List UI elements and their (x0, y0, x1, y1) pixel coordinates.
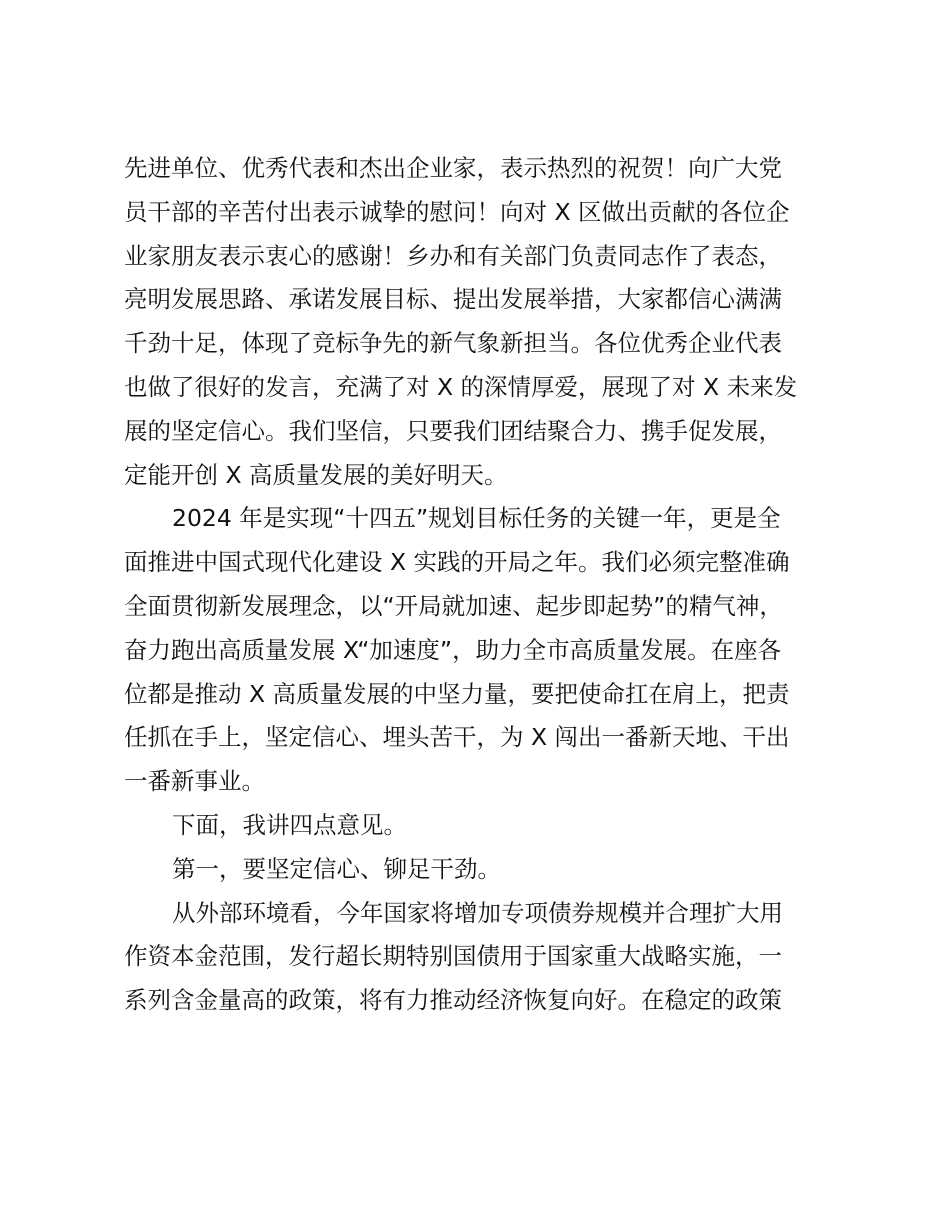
text-line: 定能开创 X 高质量发展的美好明天。 (124, 460, 508, 489)
section-heading: 第一，要坚定信心、铆足干劲。 (172, 854, 501, 883)
text-line: 面推进中国式现代化建设 X 实践的开局之年。我们必须完整准确 (124, 548, 790, 577)
text-line: 亮明发展思路、承诺发展目标、提出发展举措，大家都信心满满 (124, 285, 782, 314)
paragraph-start-line: 下面，我讲四点意见。 (172, 810, 407, 839)
text-line: 千劲十足，体现了竞标争先的新气象新担当。各位优秀企业代表 (124, 329, 782, 358)
text-line: 系列含金量高的政策，将有力推动经济恢复向好。在稳定的政策 (124, 986, 782, 1015)
text-line: 任抓在手上，坚定信心、埋头苦干，为 X 闯出一番新天地、干出 (124, 723, 790, 752)
text-line: 也做了很好的发言，充满了对 X 的深情厚爱，展现了对 X 未来发 (124, 372, 798, 401)
text-line: 员干部的辛苦付出表示诚挚的慰问！向对 X 区做出贡献的各位企 (124, 197, 790, 226)
text-line: 业家朋友表示衷心的感谢！乡办和有关部门负责同志作了表态， (124, 241, 782, 270)
text-line: 作资本金范围，发行超长期特别国债用于国家重大战略实施，一 (124, 942, 782, 971)
text-line: 展的坚定信心。我们坚信，只要我们团结聚合力、携手促发展， (124, 416, 782, 445)
document-body (124, 147, 824, 1023)
text-line: 先进单位、优秀代表和杰出企业家，表示热烈的祝贺！向广大党 (124, 154, 782, 182)
paragraph-start-line: 从外部环境看，今年国家将增加专项债券规模并合理扩大用 (172, 898, 783, 927)
text-line: 位都是推动 X 高质量发展的中坚力量，要把使命扛在肩上，把责 (124, 679, 790, 708)
text-line: 一番新事业。 (124, 767, 265, 796)
paragraph-start-line: 2024 年是实现“十四五”规划目标任务的关键一年，更是全 (172, 504, 781, 533)
text-line: 奋力跑出高质量发展 X“加速度”，助力全市高质量发展。在座各 (124, 635, 782, 664)
text-line: 全面贯彻新发展理念，以“开局就加速、起步即起势”的精气神， (124, 591, 783, 620)
